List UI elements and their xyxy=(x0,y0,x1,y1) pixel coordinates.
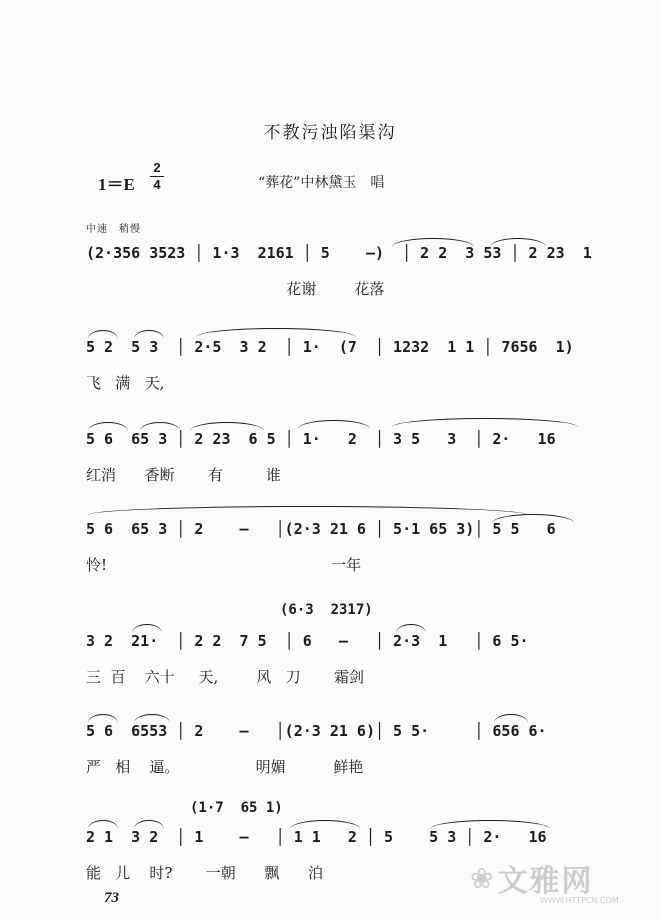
notation-line: 3 2 21· │ 2 2 7 5 │ 6 — │ 2·3 1 │ 6 5· xyxy=(86,632,529,650)
lyrics-line: 能 儿 时? 一朝 飘 泊 xyxy=(86,864,324,882)
slur xyxy=(88,330,118,339)
notation-line: (2·356 3523 │ 1·3 2161 │ 5 —) │ 2 2 3 53 │ 2 23 1 xyxy=(86,244,592,262)
slur xyxy=(88,714,118,723)
notation-line: 5 6 65 3 │ 2 23 6 5 │ 1· 2 │ 3 5 3 │ 2· 16 xyxy=(86,430,556,448)
lyrics-line: 严 相 逼。 明媚 鲜艳 xyxy=(86,758,364,776)
slur xyxy=(430,820,550,829)
score-system-3 xyxy=(0,430,660,510)
watermark-text: 文雅网 xyxy=(497,864,594,899)
score-system-6 xyxy=(0,722,660,802)
alternate-melody: (6·3 2317) xyxy=(280,602,373,618)
lyrics-line: 三 百 六十 天, 风 刀 霜剑 xyxy=(86,668,365,686)
slur xyxy=(140,422,180,431)
lyrics-line: 花谢 花落 xyxy=(86,280,385,298)
lyrics-line: 飞 满 天, xyxy=(86,374,165,392)
notation-line: 5 2 5 3 │ 2·5 3 2 │ 1· (7 │ 1232 1 1 │ 7656 1) xyxy=(86,338,574,356)
notation-line: 2 1 3 2 │ 1 — │ 1 1 2 │ 5 5 3 │ 2· 16 xyxy=(86,828,547,846)
slur xyxy=(190,422,264,431)
score-system-4 xyxy=(0,520,660,600)
song-title: 不教污浊陷渠沟 xyxy=(263,123,397,143)
meter-bottom: 4 xyxy=(153,177,161,192)
lyrics-line: 红消 香断 有 谁 xyxy=(86,466,281,484)
slur xyxy=(490,238,546,247)
slur xyxy=(134,714,170,723)
slur xyxy=(88,422,128,431)
slur xyxy=(134,820,164,829)
slur xyxy=(88,820,118,829)
slur xyxy=(132,624,162,633)
slur xyxy=(392,238,474,247)
score-system-5 xyxy=(0,602,660,712)
slur xyxy=(290,820,360,829)
notation-line: 5 6 65 3 │ 2 — │(2·3 21 6 │ 5·1 65 3)│ 5 5 6 xyxy=(86,520,556,538)
watermark-logo-icon: ❀ xyxy=(470,861,494,895)
slur xyxy=(392,418,578,427)
slur xyxy=(494,714,528,723)
time-signature xyxy=(150,160,164,193)
notation-line: 5 6 6553 │ 2 — │(2·3 21 6)│ 5 5· │ 656 6· xyxy=(86,722,547,740)
alternate-melody: (1·7 65 1) xyxy=(190,800,283,816)
watermark xyxy=(470,856,593,900)
key-signature: 1＝E xyxy=(98,175,135,194)
slur xyxy=(492,514,574,523)
meter-top: 2 xyxy=(153,160,161,175)
page-number: 73 xyxy=(104,890,119,906)
watermark-url: WWW.HTTPCN.COM xyxy=(540,896,619,905)
tempo-marking: 中速 稍慢 xyxy=(86,224,141,235)
lyrics-line: 怜! 一年 xyxy=(86,556,362,574)
slur xyxy=(298,420,370,429)
slur xyxy=(196,328,356,337)
singer-credit: “葬花”中林黛玉 唱 xyxy=(258,175,385,191)
score-system-1 xyxy=(0,244,660,324)
slur xyxy=(134,330,164,339)
slur xyxy=(396,624,426,633)
score-system-2 xyxy=(0,338,660,418)
